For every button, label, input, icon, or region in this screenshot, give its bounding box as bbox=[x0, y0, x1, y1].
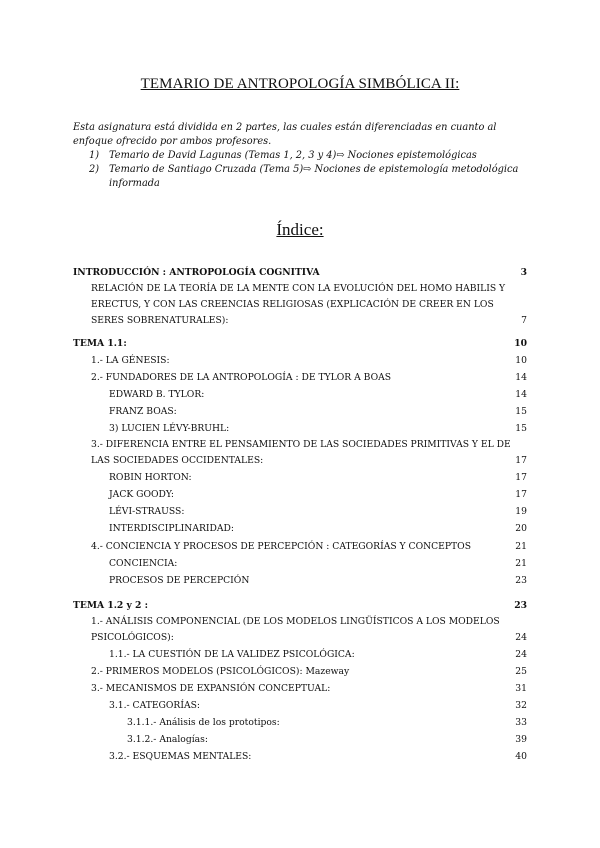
toc-page-number: 40 bbox=[515, 751, 527, 762]
toc-page-number: 10 bbox=[515, 355, 527, 366]
toc-page-number: 25 bbox=[515, 666, 527, 677]
toc-page-number: 19 bbox=[515, 506, 527, 517]
toc-page-number: 17 bbox=[515, 455, 527, 466]
list-item-text: Temario de David Lagunas (Temas 1, 2, 3 y 4)⇨ Nociones epistemológicas bbox=[109, 150, 477, 161]
toc-page-number: 31 bbox=[515, 683, 527, 694]
toc-page-number: 24 bbox=[515, 649, 527, 660]
toc-page-number: 10 bbox=[514, 338, 527, 349]
toc-entry-text: CONCIENCIA: bbox=[109, 558, 178, 569]
toc-entry-text: 2.- PRIMEROS MODELOS (PSICOLÓGICOS): Mazeway bbox=[91, 666, 350, 677]
intro-list-item bbox=[73, 149, 533, 163]
toc-entry-text: 3.- DIFERENCIA ENTRE EL PENSAMIENTO DE LAS SOCIEDADES PRIMITIVAS Y EL DE LAS SOCIEDADES OCCIDENTALES: bbox=[91, 439, 511, 466]
toc-entry-text: 1.- ANÁLISIS COMPONENCIAL (DE LOS MODELOS LINGÜÍSTICOS A LOS MODELOS PSICOLÓGICOS): bbox=[91, 616, 500, 643]
list-number: 2) bbox=[89, 164, 100, 175]
toc-page-number: 15 bbox=[515, 406, 527, 417]
toc-entry-text: 3.- MECANISMOS DE EXPANSIÓN CONCEPTUAL: bbox=[91, 683, 331, 694]
toc-page-number: 20 bbox=[515, 523, 527, 534]
toc-page-number: 15 bbox=[515, 423, 527, 434]
toc-page-number: 32 bbox=[515, 700, 527, 711]
toc-page-number: 14 bbox=[515, 372, 527, 383]
intro-text: Esta asignatura está dividida en 2 partes, las cuales están diferenciadas en cuanto al enfoque ofrecido por ambos profesores. bbox=[73, 122, 497, 147]
toc-page-number: 17 bbox=[515, 472, 527, 483]
toc-entry-text: RELACIÓN DE LA TEORÍA DE LA MENTE CON LA EVOLUCIÓN DEL HOMO HABILIS Y ERECTUS, Y CON LAS CREENCIAS RELIGIOSAS (EXPLICACIÓN DE CREER EN LOS SERES SOBRENATURALES): bbox=[91, 283, 506, 326]
toc-entry-text: LÉVI-STRAUSS: bbox=[109, 506, 185, 517]
intro-paragraph bbox=[73, 121, 533, 191]
toc-entry-text: INTRODUCCIÓN : ANTROPOLOGÍA COGNITIVA bbox=[73, 267, 320, 278]
toc-entry-text: JACK GOODY: bbox=[109, 489, 174, 500]
toc-entry-text: 2.- FUNDADORES DE LA ANTROPOLOGÍA : DE TYLOR A BOAS bbox=[91, 372, 392, 383]
toc-entry-text: EDWARD B. TYLOR: bbox=[109, 389, 205, 400]
toc-page-number: 23 bbox=[515, 575, 527, 586]
toc-entry-text: INTERDISCIPLINARIDAD: bbox=[109, 523, 234, 534]
toc-page-number: 17 bbox=[515, 489, 527, 500]
toc-entry-text: TEMA 1.2 y 2 : bbox=[73, 600, 149, 611]
intro-list bbox=[73, 149, 533, 191]
toc-page-number: 21 bbox=[515, 558, 527, 569]
toc-entry-text: 4.- CONCIENCIA Y PROCESOS DE PERCEPCIÓN : CATEGORÍAS Y CONCEPTOS bbox=[91, 541, 472, 552]
toc-entry-text: 3.1.- CATEGORÍAS: bbox=[109, 700, 200, 711]
toc-page-number: 33 bbox=[515, 717, 527, 728]
intro-list-item bbox=[73, 163, 533, 191]
toc-page-number: 21 bbox=[515, 541, 527, 552]
toc-entry-text: FRANZ BOAS: bbox=[109, 406, 177, 417]
toc-entry-text: 3.2.- ESQUEMAS MENTALES: bbox=[109, 751, 252, 762]
toc-entry-text: PROCESOS DE PERCEPCIÓN bbox=[109, 575, 250, 586]
toc-entry-text: 3.1.2.- Analogías: bbox=[127, 734, 208, 745]
toc-entry-text: 3) LUCIEN LÉVY-BRUHL: bbox=[109, 423, 230, 434]
index-heading: Índice: bbox=[276, 220, 324, 239]
toc-page-number: 14 bbox=[515, 389, 527, 400]
list-number: 1) bbox=[89, 150, 100, 161]
toc-entry-text: ROBIN HORTON: bbox=[109, 472, 192, 483]
toc-entry-text: TEMA 1.1: bbox=[73, 338, 127, 349]
toc-page-number: 23 bbox=[514, 600, 527, 611]
toc-page-number: 39 bbox=[515, 734, 527, 745]
list-item-text: Temario de Santiago Cruzada (Tema 5)⇨ Nociones de epistemología metodológica informada bbox=[109, 164, 519, 189]
toc-entry-text: 1.1.- LA CUESTIÓN DE LA VALIDEZ PSICOLÓGICA: bbox=[109, 649, 355, 660]
toc-page-number: 3 bbox=[520, 267, 527, 278]
toc-entry-text: 1.- LA GÉNESIS: bbox=[91, 355, 170, 366]
toc-entry-text: 3.1.1.- Análisis de los prototipos: bbox=[127, 717, 280, 728]
page-title: TEMARIO DE ANTROPOLOGÍA SIMBÓLICA II: bbox=[140, 76, 460, 92]
toc-page-number: 24 bbox=[515, 632, 527, 643]
toc-page-number: 7 bbox=[521, 315, 527, 326]
